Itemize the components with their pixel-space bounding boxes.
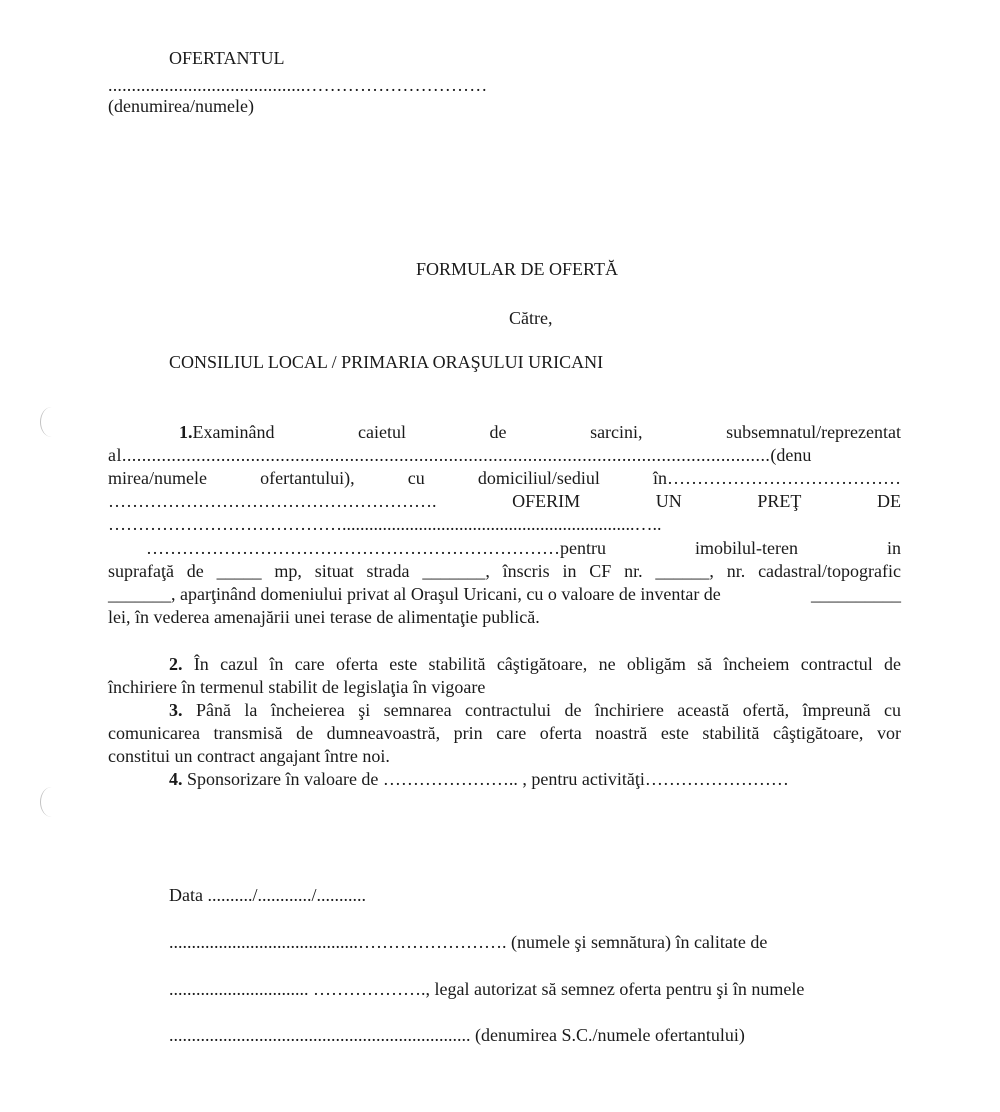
p3-number: 3. [169, 700, 183, 720]
bidder-caption: (denumirea/numele) [108, 96, 254, 116]
p4-number: 4. [169, 769, 183, 789]
date-field: Data ........../............/........... [169, 885, 366, 905]
recipient-addressee: CONSILIUL LOCAL / PRIMARIA ORAŞULUI URICANI [169, 352, 604, 372]
p2-line-1: 2. În cazul în care oferta este stabilită câştigătoare, ne obligăm să încheiem contractul de [169, 654, 902, 674]
p3-line-3: constitui un contract angajant între noi. [108, 746, 390, 766]
bidder-name-blank: ..........................................………………………… [108, 75, 488, 95]
p1-line-5: ………………………………….................................................................….. [108, 514, 662, 534]
p1-number: 1. [179, 422, 193, 442]
punch-hole-mark [40, 407, 63, 437]
p1-line-3: mirea/numele ofertantului), cu domiciliul/sediul în………………………………… [108, 468, 902, 488]
p1-line-4: ………………………………………………. OFERIM UN PREŢ DE [108, 491, 902, 511]
p1-line-7: suprafaţă de _____ mp, situat strada _______, înscris in CF nr. ______, nr. cadastral/topografic [108, 561, 901, 581]
p2-number: 2. [169, 654, 183, 674]
p1-line-9: lei, în vederea amenajării unei terase de alimentaţie publică. [108, 607, 540, 627]
p1-line-2: al...................................................................................................................................(denu [108, 445, 812, 465]
recipient-to: Către, [509, 308, 553, 328]
authorized-line: ............................... ………………., legal autorizat să semnez oferta pentru şi în numele [169, 979, 805, 999]
punch-hole-mark [40, 787, 63, 817]
p3-line-2: comunicarea transmisă de dumneavoastră, prin care oferta noastră este stabilită câştigătoare, vor [108, 723, 901, 743]
p1-line-8: _______, aparţinând domeniului privat al Oraşul Uricani, cu o valoare de inventar de __________ [108, 584, 901, 604]
bidder-title: OFERTANTUL [169, 48, 285, 68]
company-line: ................................................................... (denumirea S.C./numele ofertantului) [169, 1025, 745, 1045]
p3-line-1: 3. Până la încheierea şi semnarea contractului de închiriere această ofertă, împreună cu [169, 700, 902, 720]
p4-line: 4. Sponsorizare în valoare de ………………….. , pentru activităţi…………………… [169, 769, 789, 789]
signature-name-line: ..........................................……………………. (numele şi semnătura) în calitate de [169, 932, 768, 952]
p1-line-1: 1.Examinând caietul de sarcini, subsemnatul/reprezentat [179, 422, 902, 442]
p2-line-2: închiriere în termenul stabilit de legislaţia în vigoare [108, 677, 486, 697]
form-title: FORMULAR DE OFERTĂ [416, 259, 618, 279]
p1-line-6: ……………………………………………………………pentru imobilul-teren in [146, 538, 902, 558]
